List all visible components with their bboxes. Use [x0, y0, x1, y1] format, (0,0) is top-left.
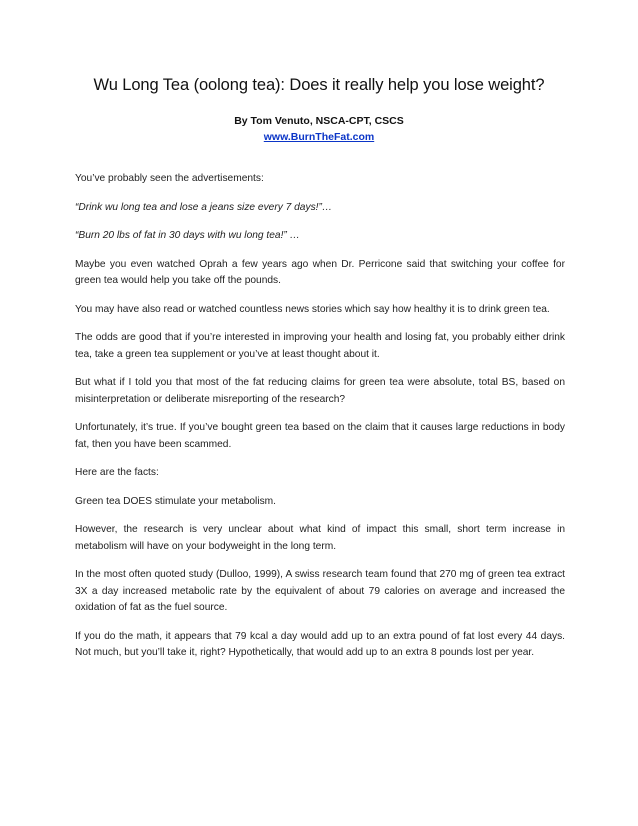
- paragraph: In the most often quoted study (Dulloo, 1999), A swiss research team found that 270 mg of green tea extract 3X a day increased metabolic rate by the equivalent of about 79 calories on average and increased the oxidation of fat as the fuel source.: [75, 569, 565, 613]
- article-body: [75, 171, 565, 674]
- paragraph: Unfortunately, it’s true. If you’ve bought green tea based on the claim that it causes large reductions in body fat, then you have been scammed.: [75, 422, 565, 450]
- paragraph: You may have also read or watched countless news stories which say how healthy it is to drink green tea.: [75, 303, 550, 315]
- paragraph: But what if I told you that most of the fat reducing claims for green tea were absolute, total BS, based on misinterpretation or deliberate misreporting of the research?: [75, 377, 565, 405]
- author-line: By Tom Venuto, NSCA-CPT, CSCS: [234, 115, 404, 127]
- paragraph: However, the research is very unclear about what kind of impact this small, short term increase in metabolism will have on your bodyweight in the long term.: [75, 524, 565, 552]
- paragraph: Green tea DOES stimulate your metabolism.: [75, 495, 276, 507]
- byline: [0, 113, 638, 145]
- author-website-link[interactable]: www.BurnTheFat.com: [263, 131, 375, 143]
- paragraph: Maybe you even watched Oprah a few years ago when Dr. Perricone said that switching your coffee for green tea would help you take off the pounds.: [75, 258, 565, 286]
- document-title: Wu Long Tea (oolong tea): Does it really help you lose weight?: [93, 76, 545, 94]
- paragraph: Here are the facts:: [75, 467, 159, 478]
- paragraph: If you do the math, it appears that 79 kcal a day would add up to an extra pound of fat lost every 44 days. Not much, but you’ll take it, right? Hypothetically, that would add up to an extra 8 pounds lost per year.: [75, 630, 565, 658]
- quote-paragraph: “Drink wu long tea and lose a jeans size every 7 days!”…: [75, 201, 333, 213]
- paragraph: You’ve probably seen the advertisements:: [75, 173, 264, 184]
- quote-paragraph: “Burn 20 lbs of fat in 30 days with wu long tea!” …: [75, 230, 300, 241]
- paragraph: The odds are good that if you’re interested in improving your health and losing fat, you probably either drink tea, take a green tea supplement or you’ve at least thought about it.: [75, 332, 565, 360]
